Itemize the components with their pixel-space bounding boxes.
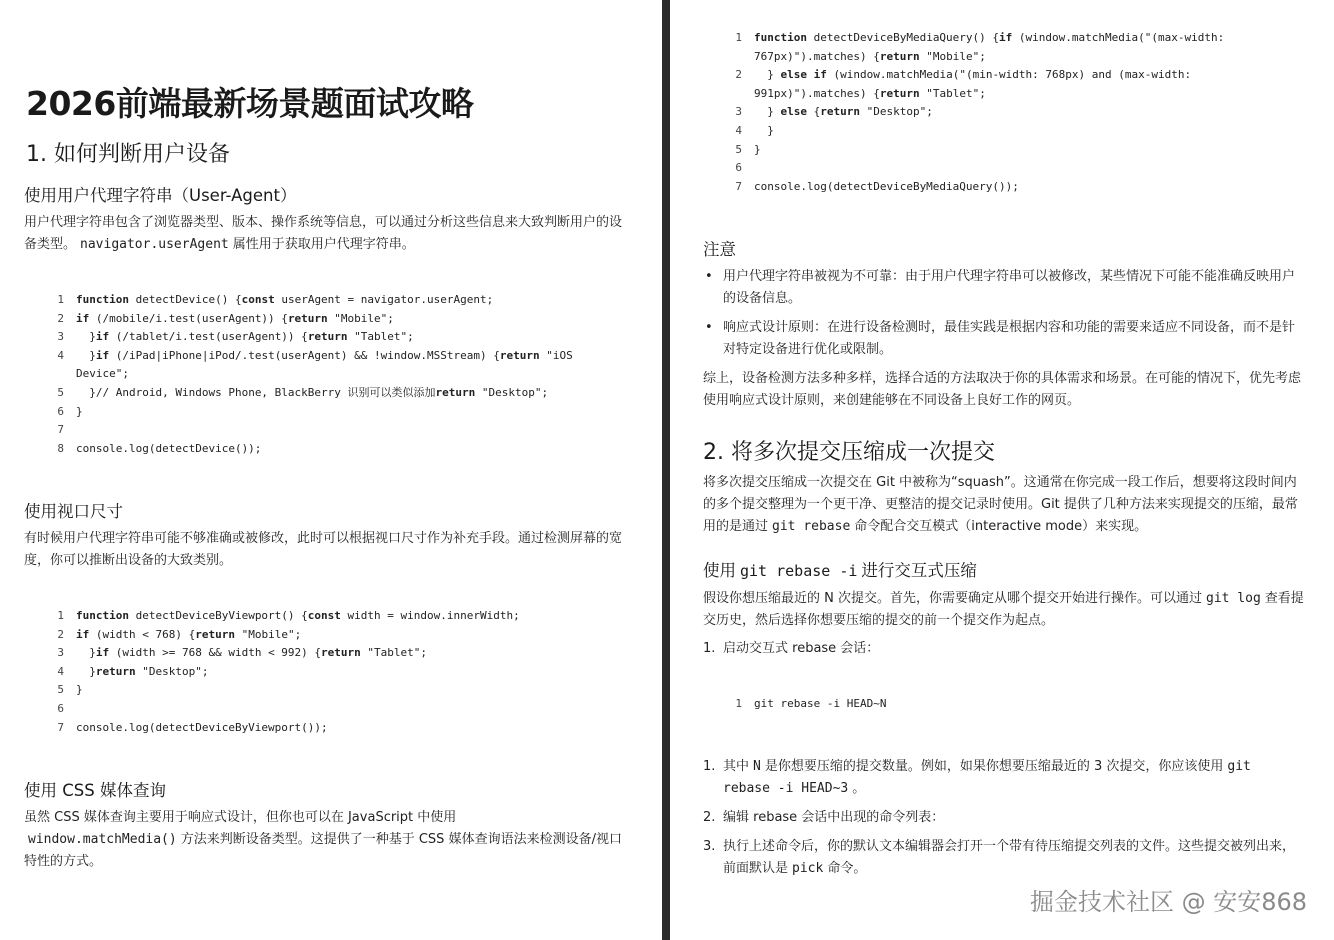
ordered-item: 1. 其中 N 是你想要压缩的提交数量。例如，如果你想要压缩最近的 3 次提交，你应该使用 git rebase -i HEAD~3 。 [703, 759, 1251, 796]
ordered-item: 2. 编辑 rebase 会话中出现的命令列表： [703, 810, 945, 825]
code-line: 5 } [57, 683, 83, 697]
code-block-git-rebase [722, 695, 1252, 714]
code-block-detect-viewport [44, 607, 604, 737]
inline-code-useragent: navigator.userAgent [80, 237, 229, 252]
code-line: 5 }// Android, Windows Phone, BlackBerry 识别可以类似添加return "Desktop"; [57, 385, 549, 399]
summary-paragraph: 综上，设备检测方法多种多样，选择合适的方法取决于你的具体需求和场景。在可能的情况下，优先考虑使用响应式设计原则，来创建能够在不同设备上良好工作的网页。 [703, 371, 1302, 408]
code-block-detect-device [44, 291, 604, 458]
code-line: 6 [735, 161, 742, 175]
ordered-item: 1. 启动交互式 rebase 会话： [703, 641, 880, 656]
code-block-detect-media-query [722, 29, 1252, 196]
code-line: 6 } [57, 404, 83, 418]
code-line: 3 }if (width >= 768 && width < 992) {return "Tablet"; [57, 646, 428, 660]
list-item: • 响应式设计原则：在进行设备检测时，最佳实践是根据内容和功能的需要来适应不同设备，而不是针对特定设备进行优化或限制。 [703, 317, 1305, 361]
notes-heading: 注意 [703, 240, 736, 259]
code-line: 7 console.log(detectDeviceByViewport()); [57, 720, 328, 734]
code-line: 4 } [735, 123, 774, 137]
code-line: 7 [57, 423, 64, 437]
watermark: 掘金技术社区 @ 安安868 [1030, 888, 1308, 916]
inline-code-git-rebase: git rebase [772, 519, 851, 534]
code-line: 1 function detectDeviceByViewport() {const width = window.innerWidth; [57, 609, 520, 622]
code-line: 2 if (/mobile/i.test(userAgent)) {return "Mobile"; [57, 311, 394, 325]
squash-intro-paragraph: 将多次提交压缩成一次提交在 Git 中被称为“squash”。这通常在你完成一段工作后，想要将这段时间内的多个提交整理为一个更干净、更整洁的提交记录时使用。Git 提供了几种方法来实现提交的压缩，最常用的是通过 git rebase 命令配合交互模式（interactive mode）来实现。 [703, 475, 1298, 534]
code-line: 1 git rebase -i HEAD~N [735, 697, 887, 710]
ordered-item: 3. 执行上述命令后，你的默认文本编辑器会打开一个带有待压缩提交列表的文件。这些提交被列出来，前面默认是 pick 命令。 [703, 839, 1296, 876]
code-line: 1 function detectDeviceByMediaQuery() {if (window.matchMedia("(max-width: 767px)").matches) {return "Mobile"; [735, 31, 1231, 63]
right-page [670, 0, 1334, 940]
inline-code-matchmedia: window.matchMedia() [28, 832, 177, 847]
code-line: 2 if (width < 768) {return "Mobile"; [57, 627, 302, 641]
media-query-heading: 使用 CSS 媒体查询 [24, 781, 166, 800]
page-divider [662, 0, 670, 940]
viewport-heading: 使用视口尺寸 [24, 502, 123, 521]
code-line: 1 function detectDevice() {const userAgent = navigator.userAgent; [57, 293, 494, 306]
code-line: 5 } [735, 142, 761, 156]
code-line: 6 [57, 701, 64, 715]
rebase-subheading: 使用 git rebase -i 进行交互式压缩 [703, 561, 977, 580]
code-line: 8 console.log(detectDevice()); [57, 441, 262, 455]
rebase-paragraph: 假设你想压缩最近的 N 次提交。首先，你需要确定从哪个提交开始进行操作。可以通过 git log 查看提交历史，然后选择你想要压缩的提交的前一个提交作为起点。 [703, 591, 1304, 628]
code-line: 2 } else if (window.matchMedia("(min-width: 768px) and (max-width: 991px)").matches) {return "Tablet"; [735, 68, 1198, 100]
section1-heading: 1. 如何判断用户设备 [26, 142, 230, 167]
list-item: • 用户代理字符串被视为不可靠：由于用户代理字符串可以被修改，某些情况下可能不能准确反映用户的设备信息。 [703, 266, 1305, 310]
left-page [0, 0, 662, 940]
code-line: 4 }return "Desktop"; [57, 664, 209, 678]
notes-list [703, 266, 1305, 368]
ua-paragraph: 用户代理字符串包含了浏览器类型、版本、操作系统等信息，可以通过分析这些信息来大致判断用户的设备类型。 navigator.userAgent 属性用于获取用户代理字符串。 [24, 215, 623, 252]
code-line: 4 }if (/iPad|iPhone|iPod/.test(userAgent) && !window.MSStream) {return "iOS Device"; [57, 348, 580, 381]
code-line: 7 console.log(detectDeviceByMediaQuery()); [735, 179, 1019, 193]
section2-heading: 2. 将多次提交压缩成一次提交 [703, 440, 995, 465]
inline-code-git-log: git log [1206, 591, 1261, 606]
media-query-paragraph: 虽然 CSS 媒体查询主要用于响应式设计，但你也可以在 JavaScript 中使用 window.matchMedia() 方法来判断设备类型。这提供了一种基于 CSS 媒体查询语法来检测设备/视口特性的方式。 [24, 810, 622, 869]
ua-heading: 使用用户代理字符串（User-Agent） [24, 186, 297, 205]
viewport-paragraph: 有时候用户代理字符串可能不够准确或被修改，此时可以根据视口尺寸作为补充手段。通过检测屏幕的宽度，你可以推断出设备的大致类别。 [24, 531, 623, 568]
page-title: 2026前端最新场景题面试攻略 [26, 84, 474, 123]
code-line: 3 } else {return "Desktop"; [735, 105, 933, 119]
code-line: 3 }if (/tablet/i.test(userAgent)) {return "Tablet"; [57, 330, 414, 344]
